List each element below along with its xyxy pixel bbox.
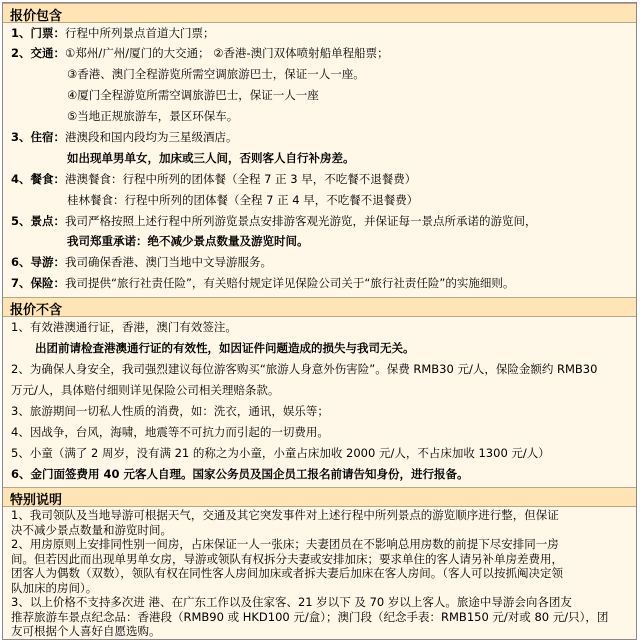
note-2-cont-3: 队加床的房间）。 — [11, 580, 98, 595]
excluded-item-2-cont: 万元/人，具体赔付细则详见保险公司相关理赔条款。 — [11, 383, 280, 397]
included-transport: 2、交通：①郑州/广州/厦门的大交通； ②香港-澳门双体喷射船单程船票； — [11, 46, 389, 60]
note-3: 3、以上价格不支持多次进 港、在广东工作以及住家客、21 岁以下 及 70 岁以上客人。旅途中导游会向各团友 — [11, 595, 572, 609]
included-insurance: 7、保险：我司提供“旅行社责任险”，有关赔付规定详见保险公司关于“旅行社责任险”的实施细则。 — [11, 276, 515, 290]
note-3-cont-1: 推荐旅游车景点纪念品：香港段（RMB90 或 HKD100 元/盒）；澳门段（纪念手表：RMB150 元/对或 80 元/只），团 — [11, 609, 609, 624]
section-header-notes — [3, 487, 636, 507]
section-title-excluded: 报价不含 — [10, 303, 63, 318]
excluded-item-1-note: 出团前请检查港澳通行证的有效性，如因证件问题造成的损失与我司无关。 — [35, 341, 415, 355]
excluded-item-6: 6、金门面签费用 40 元客人自理。国家公务员及国企员工报名前请告知身份，进行报备。 — [11, 467, 469, 481]
note-3-cont-2: 友可根据个人喜好自愿选购。 — [11, 624, 161, 638]
included-meals: 4、餐食：港澳餐食：行程中所列的团体餐（全程 7 正 3 早，不吃餐不退餐费） — [11, 172, 417, 186]
included-meals-guilin: 桂林餐食：行程中所列的团体餐（全程 7 正 4 早，不吃餐不退餐费） — [67, 193, 419, 207]
included-lodging-note: 如出现单男单女，加床或三人间，否则客人自行补房差。 — [67, 151, 355, 165]
excluded-item-5: 5、小童（满了 2 周岁，没有满 21 的称之为小童，小童占床加收 2000 元/人，不占床加收 1300 元/人） — [11, 446, 550, 460]
note-2-cont-1: 间。但若因此而出现单男单女房，导游或领队有权拆分夫妻或安排加床；要求单住的客人请另补单房差费用， — [11, 551, 563, 566]
note-1: 1、我司领队及当地导游可根据天气，交通及其它突发事件对上述行程中所列景点的游览顺序进行整，但保证 — [11, 508, 559, 522]
included-sights: 5、景点：我司严格按照上述行程中所列游览景点安排游客观光游览，并保证每一景点所承诺的游览间， — [11, 214, 537, 228]
included-sights-promise: 我司郑重承诺：绝不减少景点数量及游览时间。 — [67, 234, 309, 248]
note-2: 2、用房原则上安排同性别一间房，占床保证一人一张床；夫妻团员在不影响总用房数的前提下尽安排同一房 — [11, 537, 559, 551]
included-guide: 6、导游：我司确保香港、澳门当地中文导游服务。 — [11, 255, 273, 269]
included-tickets: 1、门票：行程中所列景点首道大门票； — [11, 26, 215, 40]
section-header-excluded — [3, 297, 636, 317]
excluded-item-4: 4、因战争，台风，海啸，地震等不可抗力而引起的一切费用。 — [11, 425, 329, 439]
excluded-item-3: 3、旅游期间一切私人性质的消费，如：洗衣，通讯，娱乐等； — [11, 404, 329, 418]
excluded-item-2: 2、为确保人身安全，我司强烈建议每位游客购买“旅游人身意外伤害险”。保费 RMB30 元/人，保险金额约 RMB30 — [11, 362, 598, 376]
section-title-notes: 特别说明 — [10, 493, 63, 508]
note-2-cont-2: 团客人为偶数（双数），领队有权在同性客人房间加床或者拆夫妻后加床在客人房间。（客人可以按抓阄决定领 — [11, 566, 563, 580]
included-transport-4: ④厦门全程游览所需空调旅游巴士，保证一人一座 — [67, 88, 319, 102]
included-transport-5: ⑤当地正规旅游车，景区环保车。 — [67, 109, 239, 123]
included-lodging: 3、住宿：港澳段和国内段均为三星级酒店。 — [11, 130, 238, 144]
quote-table — [2, 2, 637, 640]
included-transport-3: ③香港、澳门全程游览所需空调旅游巴士，保证一人一座。 — [67, 67, 365, 81]
excluded-item-1: 1、有效港澳通行证，香港，澳门有效签注。 — [11, 320, 237, 334]
note-1-cont: 决不减少景点数量和游览时间。 — [11, 522, 172, 537]
section-title-included: 报价包含 — [10, 9, 63, 24]
section-header-included — [3, 3, 636, 23]
